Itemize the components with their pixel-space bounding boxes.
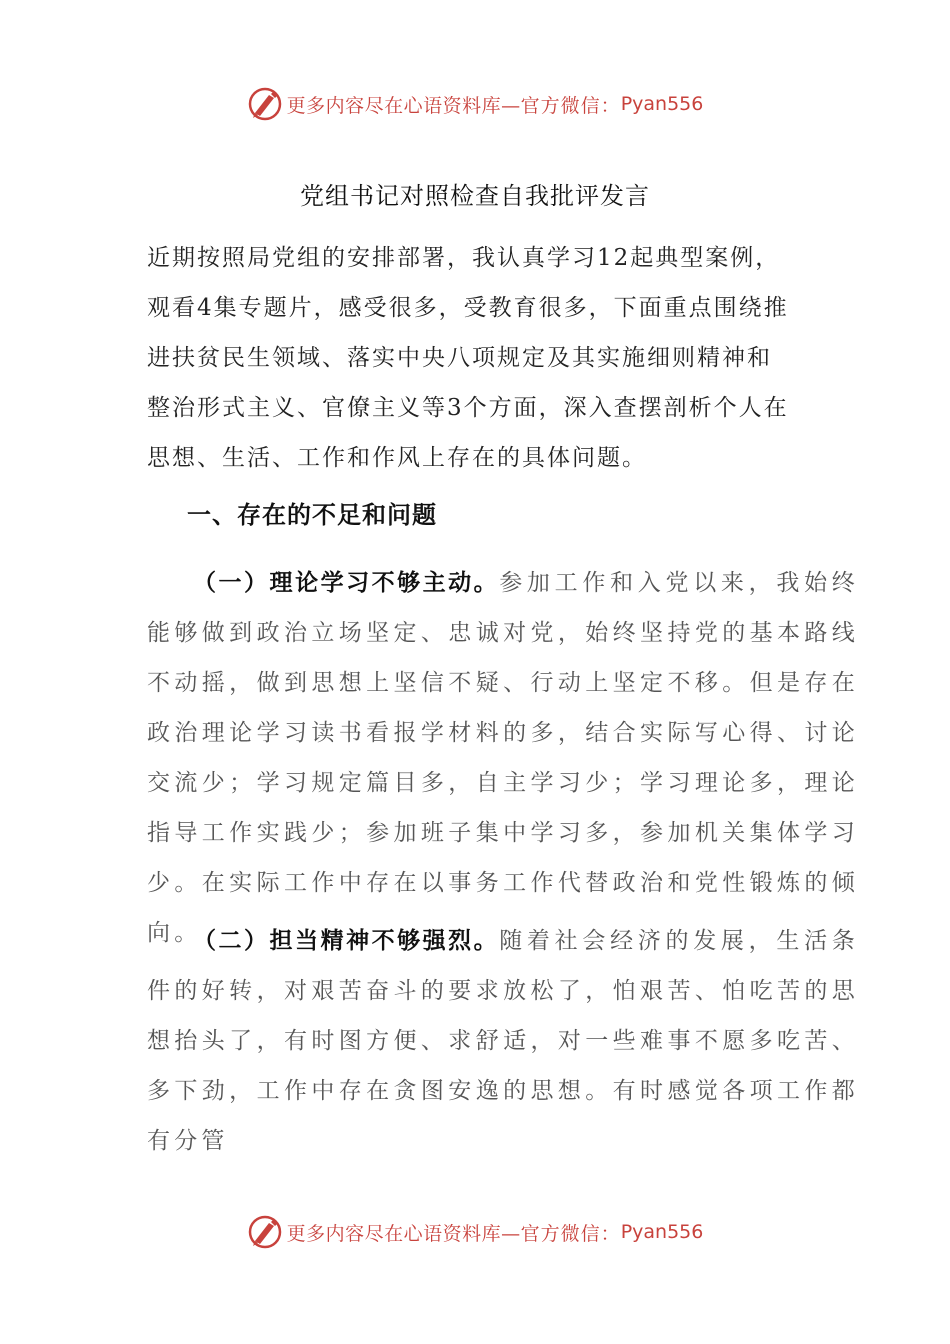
watermark-wechat-id: Pyan556 [620,1221,704,1243]
intro-line: 思想、生活、工作和作风上存在的具体问题。 [147,445,647,471]
pen-logo-icon [247,1214,283,1250]
item-paragraph [147,558,859,958]
watermark-banner-bottom [0,1212,950,1252]
watermark-text: 更多内容尽在心语资料库— [286,94,521,117]
watermark-banner-top [0,84,950,124]
watermark-wechat-label: 官方微信： [520,94,621,117]
pen-logo-icon [247,86,283,122]
item-body: 参加工作和入党以来，我始终能够做到政治立场坚定、忠诚对党，始终坚持党的基本路线不动摇，做到思想上坚信不疑、行动上坚定不移。但是存在政治理论学习读书看报学材料的多，结合实际写心得、讨论交流少；学习规定篇目多，自主学习少；学习理论多，理论指导工作实践少；参加班子集中学习多，参加机关集体学习少。在实际工作中存在以事务工作代替政治和党性锻炼的倾向。 [147,570,859,946]
intro-line: 近期按照局党组的安排部署，我认真学习12起典型案例， [147,245,781,271]
intro-line: 整治形式主义、官僚主义等3个方面，深入查摆剖析个人在 [147,395,789,421]
item-body: 随着社会经济的发展，生活条件的好转，对艰苦奋斗的要求放松了，怕艰苦、怕吃苦的思想抬头了，有时图方便、求舒适，对一些难事不愿多吃苦、多下劲，工作中存在贪图安逸的思想。有时感觉各项工作都有分管 [147,928,859,1154]
watermark-wechat-label: 官方微信： [520,1222,621,1245]
intro-line: 进扶贫民生领域、落实中央八项规定及其实施细则精神和 [147,345,772,371]
watermark-text: 更多内容尽在心语资料库— [286,1222,521,1245]
intro-line: 观看4集专题片，感受很多，受教育很多，下面重点围绕推 [147,295,789,321]
item-heading: （二）担当精神不够强烈。 [193,927,500,954]
item-paragraph [147,916,859,1166]
section-heading: 一、存在的不足和问题 [187,500,437,529]
watermark-wechat-id: Pyan556 [620,93,704,115]
item-heading: （一）理论学习不够主动。 [193,569,500,596]
intro-paragraph [147,233,867,483]
document-title: 党组书记对照检查自我批评发言 [300,182,650,210]
